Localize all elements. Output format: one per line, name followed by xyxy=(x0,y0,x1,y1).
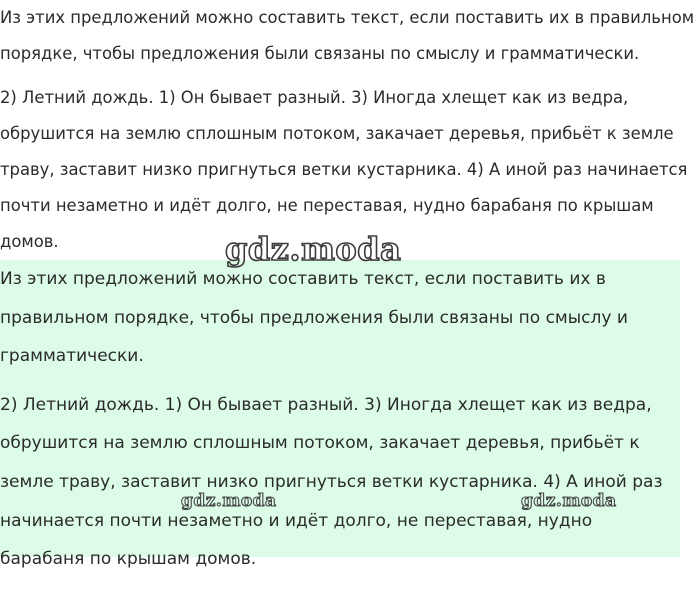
text-line: домов. xyxy=(0,232,59,251)
text-line: грамматически. xyxy=(0,346,144,367)
text-line: траву, заставит низко пригнуться ветки кустарника. 4) А иной раз начинается xyxy=(0,160,688,179)
text-line: 2) Летний дождь. 1) Он бывает разный. 3) Иногда хлещет как из ведра, xyxy=(0,394,652,415)
text-line: барабаня по крышам домов. xyxy=(0,549,257,570)
text-line: почти незаметно и идёт долго, не переставая, нудно барабаня по крышам xyxy=(0,196,654,215)
text-line: порядке, чтобы предложения были связаны по смыслу и грамматически. xyxy=(0,44,640,63)
answer-panel xyxy=(0,260,680,570)
text-line: начинается почти незаметно и идёт долго, не переставая, нудно xyxy=(0,510,593,531)
question-intro xyxy=(0,0,694,72)
watermark-logo: gdz.moda xyxy=(521,491,617,511)
text-line: обрушится на землю сплошным потоком, закачает деревья, прибьёт к земле xyxy=(0,124,674,143)
text-line: обрушится на землю сплошным потоком, закачает деревья, прибьёт к xyxy=(0,433,640,454)
text-line: Из этих предложений можно составить текст, если поставить их в правильном xyxy=(0,8,694,27)
answer-intro xyxy=(0,260,680,376)
question-block xyxy=(0,0,694,260)
text-line: 2) Летний дождь. 1) Он бывает разный. 3) Иногда хлещет как из ведра, xyxy=(0,88,629,107)
watermark-logo: gdz.moda xyxy=(181,491,277,511)
answer-text xyxy=(0,386,680,579)
text-line: правильном порядке, чтобы предложения были связаны по смыслу и xyxy=(0,307,628,328)
text-line: земле траву, заставит низко пригнуться ветки кустарника. 4) А иной раз xyxy=(0,471,663,492)
text-line: Из этих предложений можно составить текст, если поставить их в xyxy=(0,269,606,289)
watermark-logo: gdz.moda xyxy=(225,230,402,268)
